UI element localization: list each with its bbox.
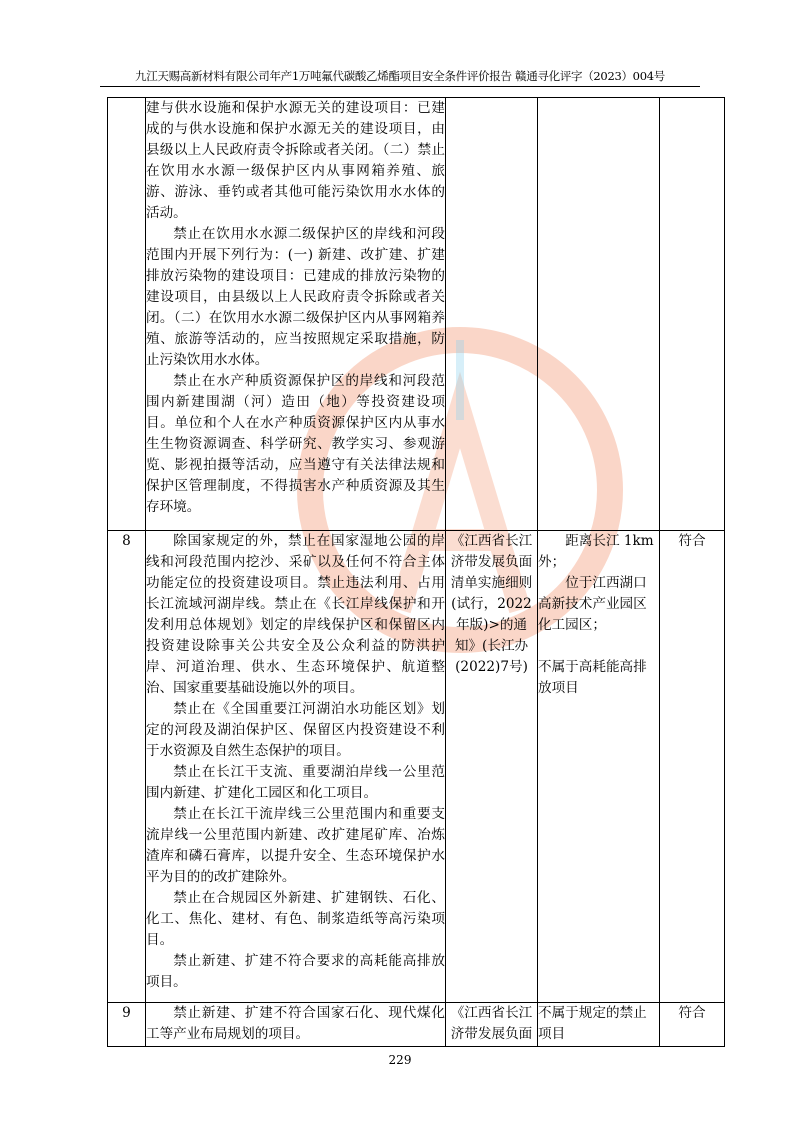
actual-line: 不属于规定的禁止项目 [538,1005,647,1042]
table-row [108,531,725,1003]
table-row [108,1003,725,1047]
result-cell: 符合 [660,531,725,1003]
result-cell: 符合 [660,1003,725,1047]
page-header: 九江天赐高新材料有限公司年产1万吨氟代碳酸乙烯酯项目安全条件评价报告 赣通寻化评字（2023）004号 [135,69,665,83]
result-cell [660,98,725,531]
spacer [538,636,659,657]
row-index: 8 [108,531,146,1003]
requirement-paragraph: 禁止新建、扩建不符合国家石化、现代煤化工等产业布局规划的项目。 [146,1005,445,1042]
requirement-paragraph: 除国家规定的外，禁止在国家湿地公园的岸线和河段范围内挖沙、采矿以及任何不符合主体功能定位的投资建设项目。禁止违法利用、占用长江流域河湖岸线。禁止在《长江岸线保护和开发利用总体规划》划定的岸线保护区和保留区内投资建设除事关公共安全及公众利益的防洪护岸、河道治理、供水、生态环境保护、航道整治、国家重要基础设施以外的项目。 [146,533,445,696]
actual-line: 不属于高耗能高排放项目 [538,659,647,696]
actual-line: 距离长江 1km外； [538,533,654,570]
header-rule [100,86,700,87]
basis-cell: 《江西省长江济带发展负面 [446,1003,538,1047]
table-row [108,98,725,531]
requirement-paragraph: 禁止在长江干支流、重要湖泊岸线一公里范围内新建、扩建化工园区和化工项目。 [146,764,445,801]
requirement-paragraph: 禁止在饮用水水源二级保护区的岸线和河段范围内开展下列行为：(一) 新建、改扩建、扩建排放污染物的建设项目：已建成的排放污染物的建设项目，由县级以上人民政府责令拆除或者关闭。（二）在饮用水水源二级保护区内从事网箱养殖、旅游等活动的，应当按照规定采取措施，防止污染饮用水水体。 [146,226,445,368]
requirement-paragraph: 禁止新建、扩建不符合要求的高耗能高排放项目。 [146,953,445,990]
actual-cell [538,98,660,531]
basis-cell [446,98,538,531]
requirement-paragraph: 禁止在长江干流岸线三公里范围内和重要支流岸线一公里范围内新建、改扩建尾矿库、冶炼渣库和磷石膏库，以提升安全、生态环境保护水平为目的的改扩建除外。 [146,806,445,885]
actual-cell [538,531,660,1003]
requirement-text [146,98,446,531]
basis-cell: 《江西省长江济带发展负面清单实施细则(试行，2022年版)>的通知》(长江办(2022)7号) [446,531,538,1003]
row-index [108,98,146,531]
requirement-paragraph: 禁止在水产种质资源保护区的岸线和河段范围内新建围湖（河）造田（地）等投资建设项目。单位和个人在水产种质资源保护区内从事水生生物资源调查、科学研究、教学实习、参观游览、影视拍摄等活动，应当遵守有关法律法规和保护区管理制度，不得损害水产种质资源及其生存环境。 [146,373,445,515]
actual-line: 位于江西湖口高新技术产业园区化工园区； [538,575,647,633]
requirement-paragraph: 建与供水设施和保护水源无关的建设项目：已建成的与供水设施和保护水源无关的建设项目，由县级以上人民政府责令拆除或者关闭。（二）禁止在饮用水水源一级保护区内从事网箱养殖、旅游、游泳、垂钓或者其他可能污染饮用水水体的活动。 [146,100,445,221]
requirement-paragraph: 禁止在合规园区外新建、扩建钢铁、石化、化工、焦化、建材、有色、制浆造纸等高污染项目。 [146,890,445,948]
page-number: 229 [388,1053,412,1067]
requirement-text [146,1003,446,1047]
requirement-text [146,531,446,1003]
requirement-paragraph: 禁止在《全国重要江河湖泊水功能区划》划定的河段及湖泊保护区、保留区内投资建设不利于水资源及自然生态保护的项目。 [146,701,445,759]
actual-cell [538,1003,660,1047]
row-index: 9 [108,1003,146,1047]
regulation-table [107,97,725,1047]
